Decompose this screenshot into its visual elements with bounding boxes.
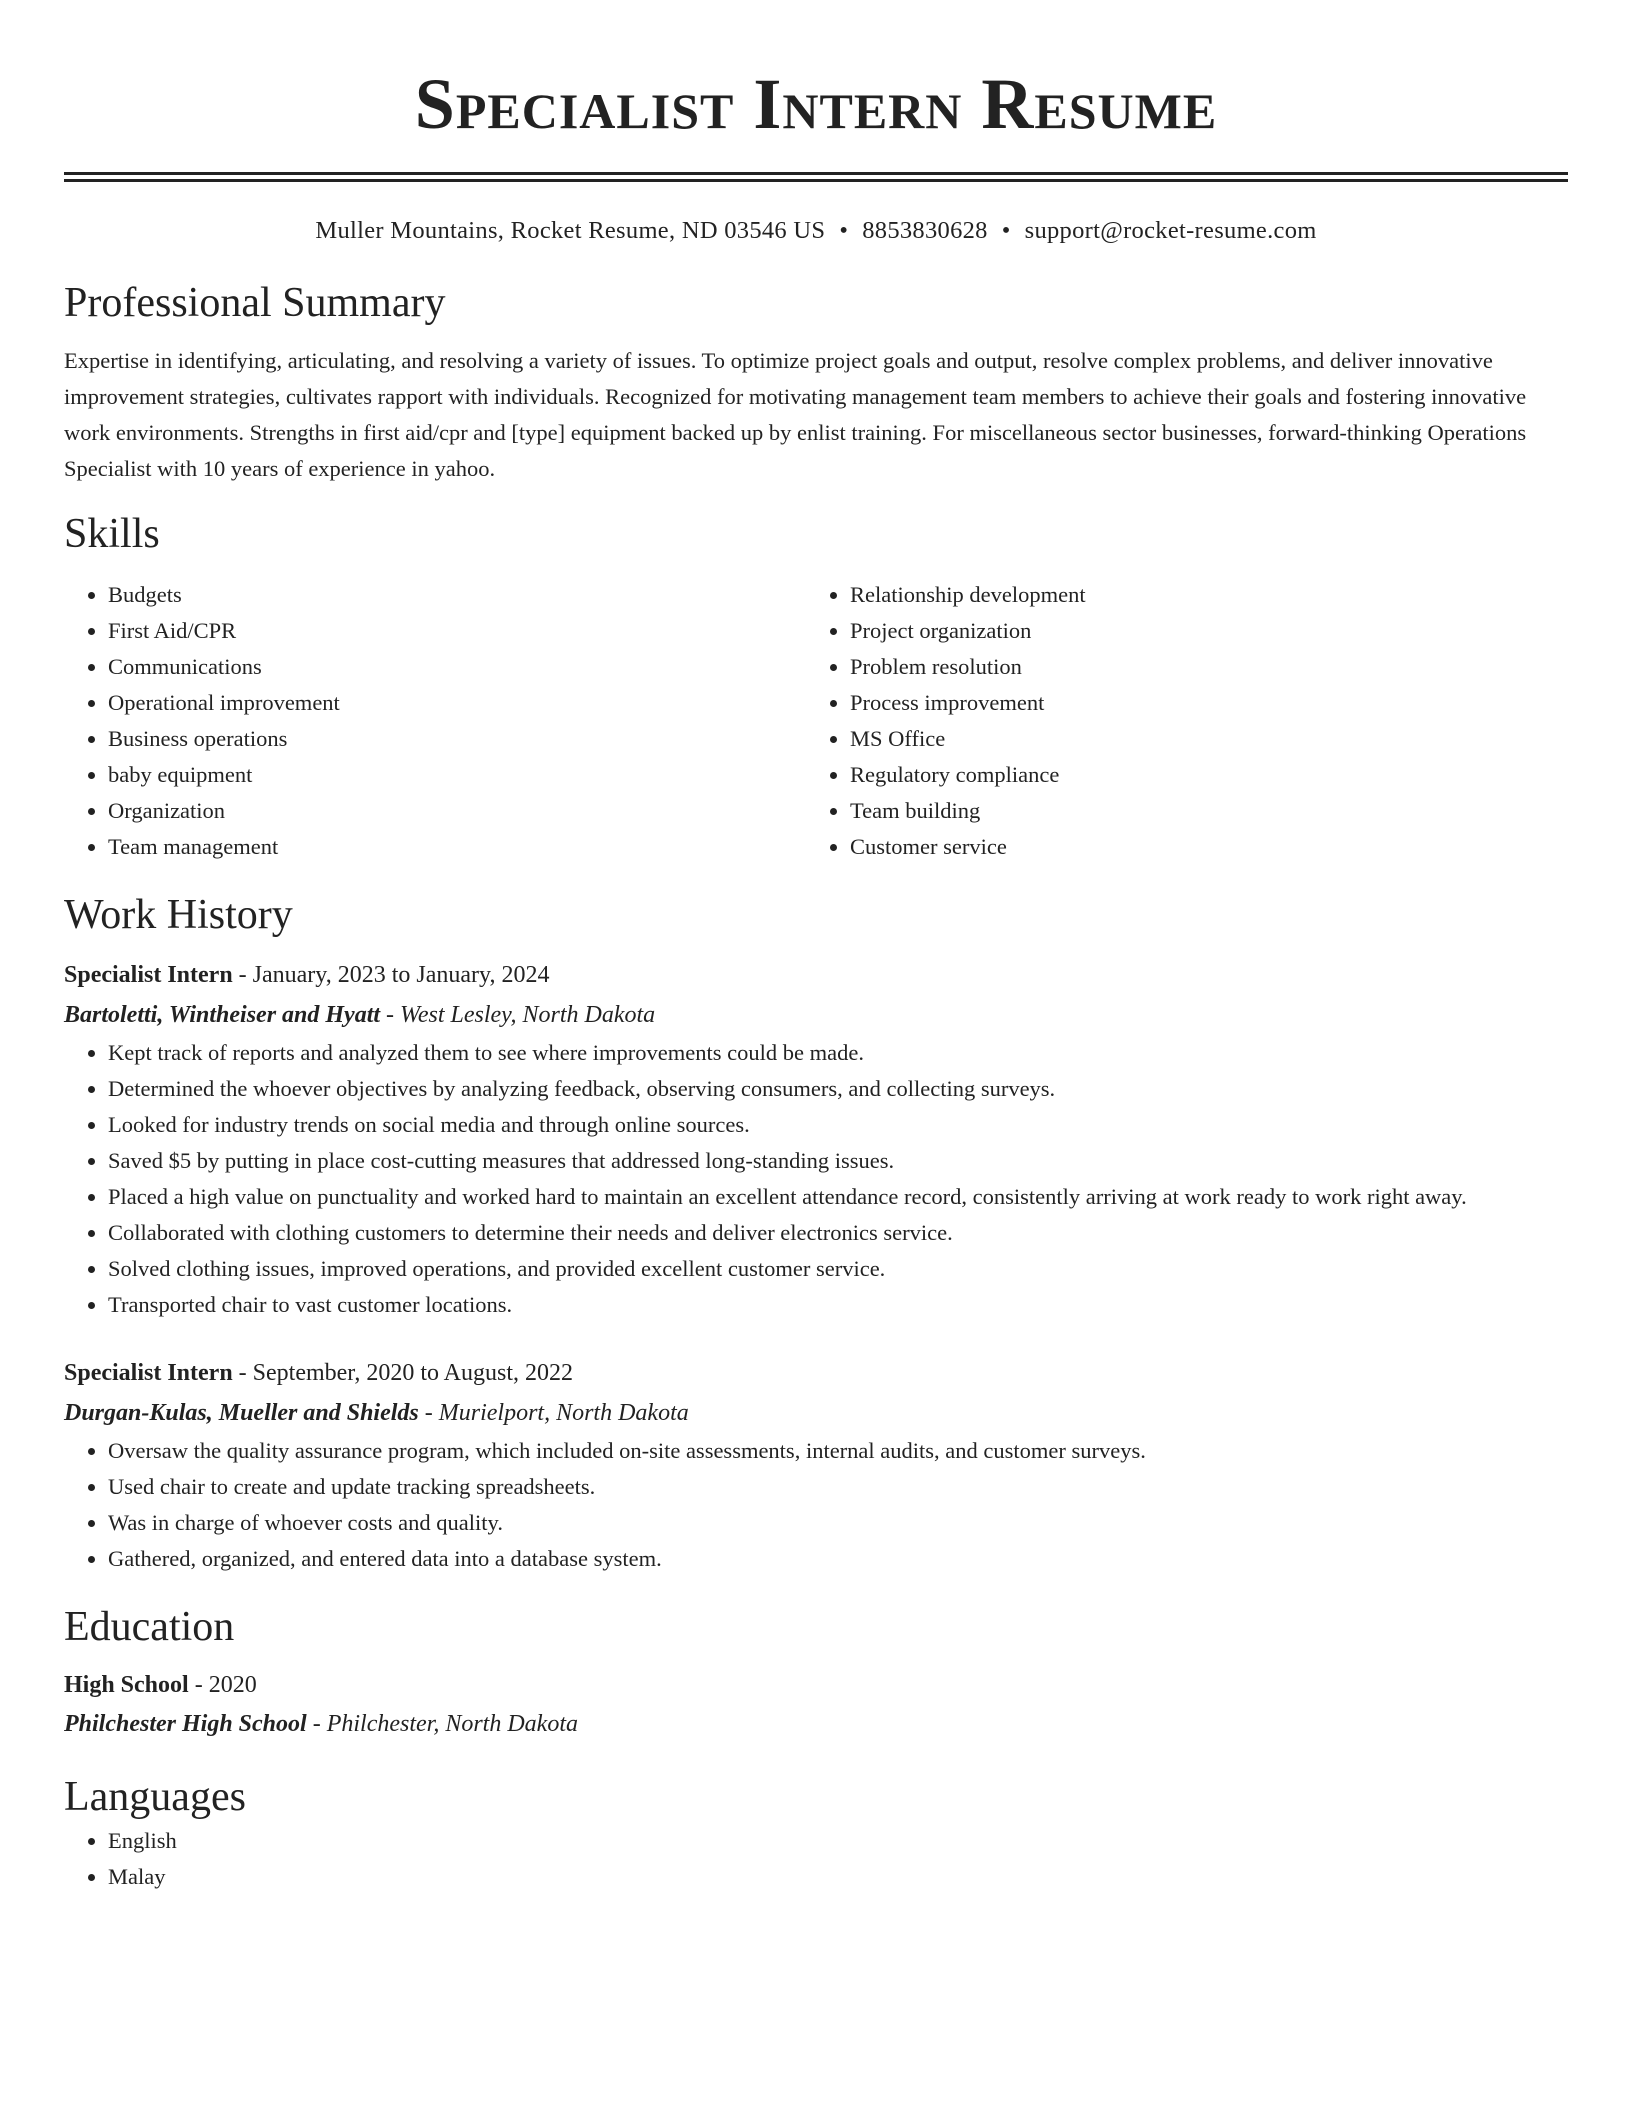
skill-item: • Regulatory compliance [850, 757, 1548, 793]
education-school: Philchester High School [64, 1711, 307, 1737]
job-bullet: • Determined the whoever objectives by analyzing feedback, observing consumers, and collecting surveys. [108, 1071, 1568, 1107]
skills-list-left [64, 577, 806, 865]
skill-item: • Communications [108, 649, 806, 685]
summary-heading: Professional Summary [64, 280, 446, 326]
job-title: Specialist Intern [64, 962, 233, 988]
job-location: - West Lesley, North Dakota [380, 1002, 656, 1028]
skill-item: • Operational improvement [108, 685, 806, 721]
skill-item: • Relationship development [850, 577, 1548, 613]
job-bullet: • Transported chair to vast customer locations. [108, 1287, 1568, 1323]
skills-columns [64, 577, 1568, 865]
title-divider [64, 172, 1568, 182]
contact-line [64, 215, 1568, 247]
job-dates: - January, 2023 to January, 2024 [232, 962, 550, 988]
education-degree: High School [64, 1672, 189, 1698]
skills-list-right [806, 577, 1548, 865]
skill-item: • Problem resolution [850, 649, 1548, 685]
education-school-line [64, 1705, 1568, 1743]
language-item: • Malay [108, 1859, 1568, 1895]
contact-separator: • [839, 217, 849, 244]
skill-item: • Project organization [850, 613, 1548, 649]
job-bullet: • Placed a high value on punctuality and worked hard to maintain an excellent attendance record, consistently arriving at work ready to work right away. [108, 1179, 1568, 1215]
job-entry [64, 1353, 1568, 1577]
job-bullet: • Was in charge of whoever costs and quality. [108, 1505, 1568, 1541]
summary-text: Expertise in identifying, articulating, and resolving a variety of issues. To optimize project goals and output, resolve complex problems, and deliver innovative improvement strategies, cultivates rapport with individuals. Recognized for motivating management team members to achieve their goals and fostering innovative work environments. Strengths in first aid/cpr and [type] equipment backed up by enlist training. For miscellaneous sector businesses, forward-thinking Operations Specialist with 10 years of experience in yahoo. [64, 348, 1527, 481]
skill-item: • Organization [108, 793, 806, 829]
skill-item: • First Aid/CPR [108, 613, 806, 649]
job-entry [64, 955, 1568, 1323]
job-company: Durgan-Kulas, Mueller and Shields [64, 1400, 419, 1426]
job-title: Specialist Intern [64, 1360, 233, 1386]
job-company-line [64, 995, 1568, 1035]
education-location: - Philchester, North Dakota [306, 1711, 579, 1737]
languages-heading: Languages [64, 1774, 246, 1820]
contact-separator: • [1001, 217, 1011, 244]
skill-item: • Business operations [108, 721, 806, 757]
contact-phone: 8853830628 [862, 217, 988, 244]
job-bullet: • Oversaw the quality assurance program, which included on-site assessments, internal audits, and customer surveys. [108, 1433, 1568, 1469]
skill-item: • Team management [108, 829, 806, 865]
contact-address: Muller Mountains, Rocket Resume, ND 03546 US [315, 217, 826, 244]
skills-heading: Skills [64, 511, 160, 557]
job-bullet: • Used chair to create and update tracking spreadsheets. [108, 1469, 1568, 1505]
education-degree-line [64, 1665, 1568, 1705]
skill-item: • Team building [850, 793, 1548, 829]
job-dates: - September, 2020 to August, 2022 [232, 1360, 574, 1386]
job-title-line [64, 955, 1568, 995]
job-bullets [64, 1035, 1568, 1323]
job-location: - Murielport, North Dakota [418, 1400, 689, 1426]
education-heading: Education [64, 1604, 235, 1650]
language-item: • English [108, 1823, 1568, 1859]
job-bullet: • Looked for industry trends on social media and through online sources. [108, 1107, 1568, 1143]
work-history-heading: Work History [64, 892, 293, 938]
languages-list [64, 1823, 1568, 1895]
job-bullet: • Solved clothing issues, improved operations, and provided excellent customer service. [108, 1251, 1568, 1287]
job-title-line [64, 1353, 1568, 1393]
job-bullet: • Saved $5 by putting in place cost-cutting measures that addressed long-standing issues. [108, 1143, 1568, 1179]
skill-item: • baby equipment [108, 757, 806, 793]
resume-title: Specialist Intern Resume [414, 64, 1218, 144]
job-company-line [64, 1393, 1568, 1433]
job-bullet: • Kept track of reports and analyzed them to see where improvements could be made. [108, 1035, 1568, 1071]
job-company: Bartoletti, Wintheiser and Hyatt [64, 1002, 381, 1028]
job-bullets [64, 1433, 1568, 1577]
skill-item: • Budgets [108, 577, 806, 613]
education-year: - 2020 [188, 1672, 257, 1698]
skill-item: • MS Office [850, 721, 1548, 757]
job-bullet: • Gathered, organized, and entered data into a database system. [108, 1541, 1568, 1577]
skill-item: • Customer service [850, 829, 1548, 865]
contact-email: support@rocket-resume.com [1024, 217, 1317, 244]
job-bullet: • Collaborated with clothing customers to determine their needs and deliver electronics service. [108, 1215, 1568, 1251]
skill-item: • Process improvement [850, 685, 1548, 721]
